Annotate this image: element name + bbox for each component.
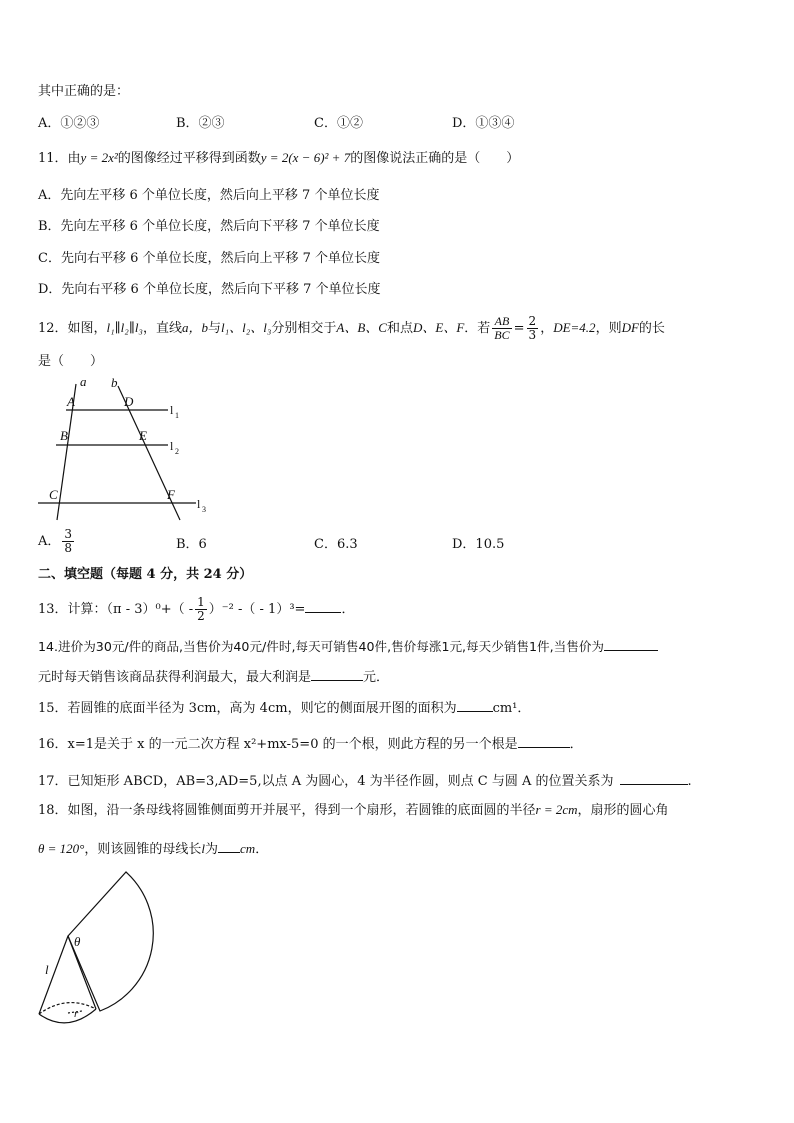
q14-profit-blank[interactable] — [311, 666, 363, 681]
q12-text5: ．若 — [464, 321, 491, 336]
q11-option-b: B．先向左平移 6 个单位长度，然后向下平移 7 个单位长度 — [38, 219, 380, 234]
q10-option-a: A．①②③ — [38, 116, 100, 131]
q12-l123: l₁、l₂、l₃ — [221, 320, 272, 335]
q12-text4: 和点 — [386, 321, 413, 336]
q11-stem — [38, 149, 519, 168]
label-b: b — [111, 375, 118, 390]
q17-answer-blank[interactable] — [620, 770, 688, 785]
q12-parallel: l₁∥l₂∥l₃ — [106, 320, 143, 335]
q12-text6: ， — [540, 321, 554, 336]
q10-option-d: D．①③④ — [452, 116, 515, 131]
q10-option-b: B．②③ — [176, 116, 225, 131]
section-fill-blank-title: 二、填空题（每题 4 分，共 24 分） — [38, 567, 253, 582]
label-l1-sub: 1 — [175, 411, 179, 420]
label-E: E — [139, 428, 147, 443]
label-D: D — [124, 394, 134, 409]
cone-slant-right — [68, 936, 96, 1009]
q11-option-c: C．先向右平移 6 个单位长度，然后向上平移 7 个单位长度 — [38, 251, 381, 266]
q12-text3: 分别相交于 — [271, 321, 337, 336]
q13-stem: 13．计算：（π - 3）⁰+（ - $\frac{1}{2}$ ）⁻² -（ - 1）³= ． — [38, 595, 355, 623]
q12-equals: = — [513, 321, 525, 336]
label-C: C — [49, 487, 58, 502]
q13-answer-blank[interactable] — [305, 598, 341, 613]
q18-line1: 18．如图，沿一条母线将圆锥侧面剪开并展平，得到一个扇形，若圆锥的底面圆的半径r = 2cm，扇形的圆心角 — [38, 802, 669, 818]
q12-fraction-ab-bc: $\frac{AB}{BC}$ — [494, 314, 510, 342]
label-l2-sub: 2 — [175, 447, 179, 456]
q11-mid: 的图像经过平移得到函数 — [117, 151, 261, 166]
q12-df: DF — [621, 320, 639, 335]
q12-lines-ab: a，b — [181, 320, 208, 335]
q16-answer-blank[interactable] — [518, 733, 570, 748]
q10-option-c: C．①② — [314, 116, 363, 131]
label-a: a — [80, 374, 87, 389]
q17-stem: 17．已知矩形 ABCD，AB=3,AD=5,以点 A 为圆心，4 为半径作圆，则点 C 与圆 A 的位置关系为 . — [38, 770, 692, 791]
cone-base-back — [39, 1003, 96, 1014]
q12-option-c: C．6.3 — [314, 537, 358, 552]
sector — [68, 872, 153, 1011]
q11-suffix: 的图像说法正确的是（ ） — [350, 151, 520, 166]
q12-text1: ，直线 — [142, 321, 182, 336]
q12-prefix: 12．如图， — [38, 321, 107, 336]
q12-points2: D、E、F — [413, 320, 465, 335]
q15-answer-blank[interactable] — [457, 697, 493, 712]
q12-de: DE=4.2 — [553, 320, 596, 335]
q12-text8: 的长 — [638, 321, 665, 336]
q14-line1: 14.进价为30元/件的商品,当售价为40元/件时,每天可销售40件,售价每涨1元,每天少销售1件,当售价为 — [38, 636, 658, 656]
label-A: A — [67, 394, 75, 409]
q14-line2: 元时每天销售该商品获得利润最大，最大利润是 元． — [38, 666, 389, 687]
q12-parallel-lines-figure — [30, 372, 220, 522]
q12-option-b: B．6 — [176, 537, 207, 552]
label-F: F — [167, 487, 175, 502]
q18-answer-blank[interactable] — [218, 838, 240, 853]
q12-text7: ，则 — [595, 321, 622, 336]
q11-prefix: 11．由 — [38, 151, 81, 166]
q12-text2: 与 — [207, 321, 221, 336]
q11-option-a: A．先向左平移 6 个单位长度，然后向上平移 7 个单位长度 — [38, 188, 380, 203]
label-l1: l — [170, 403, 174, 417]
label-l3: l — [197, 497, 201, 511]
q12-option-d: D．10.5 — [452, 537, 505, 552]
q11-equation-2: y = 2(x − 6)² + 7 — [260, 150, 351, 165]
q16-stem: 16．x=1是关于 x 的一元二次方程 x²+mx-5=0 的一个根，则此方程的另一个根是 ． — [38, 733, 583, 754]
q12-points1: A、B、C — [336, 320, 387, 335]
q15-stem: 15．若圆锥的底面半径为 3cm，高为 4cm，则它的侧面展开图的面积为 cm¹． — [38, 697, 530, 718]
q18-cone-sector-figure — [30, 866, 170, 1031]
q11-equation-1: y = 2x² — [80, 150, 118, 165]
q18-line2: θ = 120°，则该圆锥的母线长l为 cm． — [38, 838, 268, 859]
label-theta: θ — [74, 934, 81, 949]
label-l: l — [45, 962, 49, 977]
q10-tail: 其中正确的是： — [38, 84, 130, 99]
label-l3-sub: 3 — [202, 505, 206, 514]
cone-slant-left — [39, 936, 68, 1014]
q11-option-d: D．先向右平移 6 个单位长度，然后向下平移 7 个单位长度 — [38, 282, 381, 297]
label-r: r — [74, 1008, 79, 1020]
cone-base-front — [39, 1009, 96, 1023]
label-B: B — [60, 428, 68, 443]
q12-option-a: A． $\frac{3}{8}$ — [38, 527, 73, 555]
q12-stem-line2: 是（ ） — [38, 354, 104, 369]
q12-fraction-2-3: $\frac{2}{3}$ — [528, 314, 537, 342]
q14-price-blank[interactable] — [604, 636, 658, 651]
q12-stem — [38, 315, 665, 342]
label-l2: l — [170, 439, 174, 453]
